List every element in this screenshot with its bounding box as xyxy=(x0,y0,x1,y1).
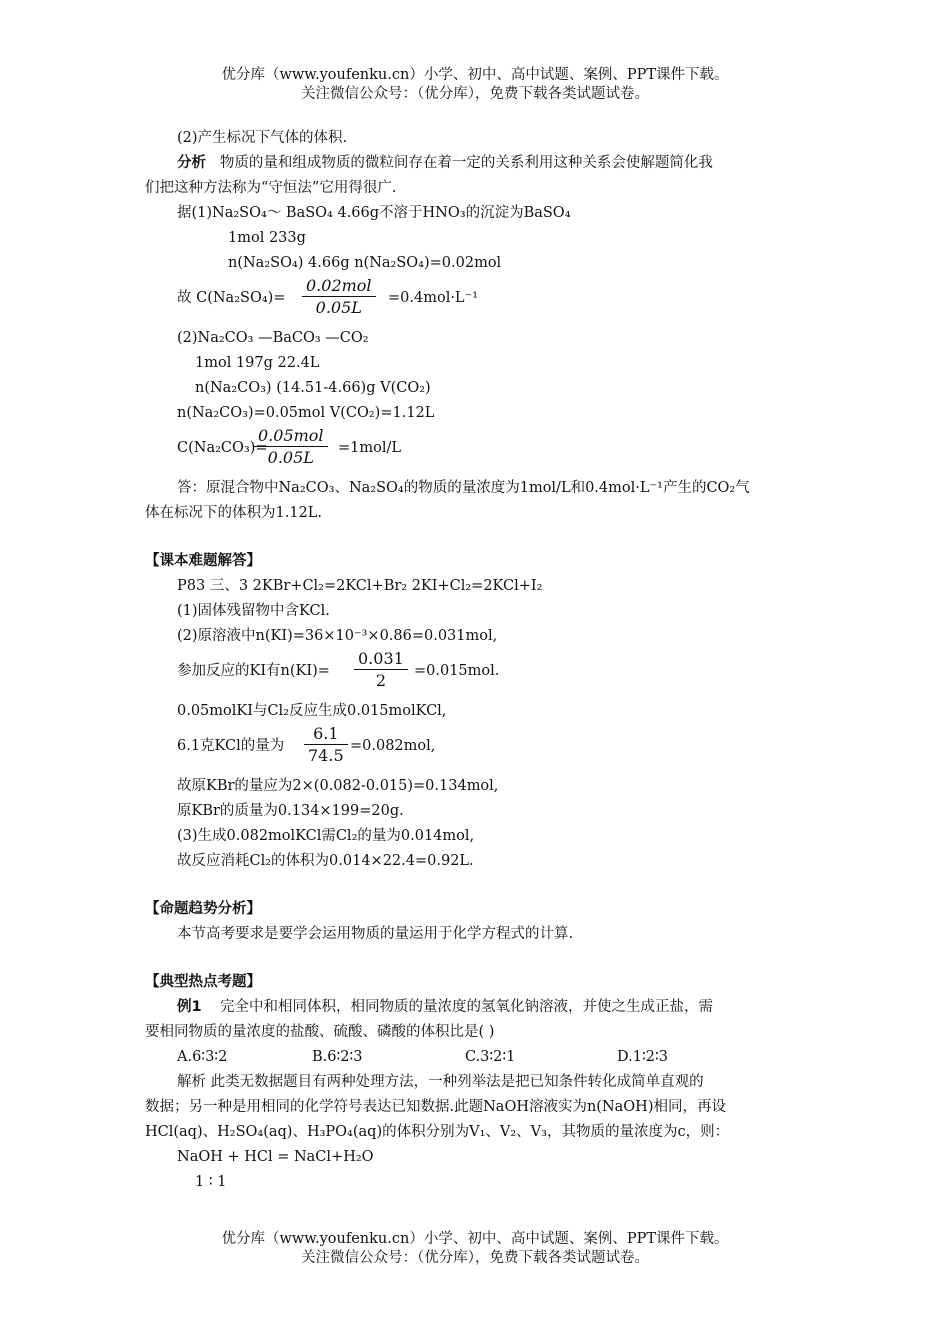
example-label: 例1 xyxy=(177,999,202,1015)
equation-line-2: 1 ∶ 1 xyxy=(195,1174,227,1190)
answer-line-2: 体在标况下的体积为1.12L. xyxy=(145,505,323,521)
example-text-a: 完全中和相同体积，相同物质的量浓度的氢氧化钠溶液，并使之生成正盐，需 xyxy=(220,999,714,1015)
conc-1-prefix: 故 C(Na₂SO₄)= xyxy=(177,290,286,306)
page-header xyxy=(0,66,950,104)
textbook-line-9: (3)生成0.082molKCl需Cl₂的量为0.014mol, xyxy=(177,828,475,844)
analysis-label: 分析 xyxy=(177,155,206,171)
textbook-line-4-prefix: 参加反应的KI有n(KI)= xyxy=(177,663,330,679)
textbook-line-1: P83 三、3 2KBr+Cl₂=2KCl+Br₂ 2KI+Cl₂=2KCl+I₂ xyxy=(177,578,543,594)
textbook-line-2: (1)固体残留物中含KCl. xyxy=(177,603,330,619)
analysis-text-a: 物质的量和组成物质的微粒间存在着一定的关系利用这种关系会使解题简化我 xyxy=(219,155,713,171)
option-c: C.3∶2∶1 xyxy=(465,1049,516,1065)
fraction-ki xyxy=(354,649,408,690)
fraction-numerator: 6.1 xyxy=(304,724,348,745)
footer-line-2: 关注微信公众号：（优分库），免费下载各类试题试卷。 xyxy=(301,1250,649,1266)
section-heading-trend: 【命题趋势分析】 xyxy=(145,901,261,917)
option-d: D.1∶2∶3 xyxy=(617,1049,668,1065)
answer-line-1: 答：原混合物中Na₂CO₃、Na₂SO₄的物质的量浓度为1mol/L和0.4mol·L⁻¹产生的CO₂气 xyxy=(177,480,750,496)
textbook-line-3: (2)原溶液中n(KI)=36×10⁻³×0.86=0.031mol, xyxy=(177,628,498,644)
reaction-line-1: 据(1)Na₂SO₄～ BaSO₄ 4.66g不溶于HNO₃的沉淀为BaSO₄ xyxy=(177,205,571,221)
textbook-line-10: 故反应消耗Cl₂的体积为0.014×22.4=0.92L. xyxy=(177,853,474,869)
reaction-line-3: n(Na₂SO₄) 4.66g n(Na₂SO₄)=0.02mol xyxy=(228,255,502,271)
equation-line-1: NaOH + HCl = NaCl+H₂O xyxy=(177,1149,374,1165)
header-line-2: 关注微信公众号：（优分库），免费下载各类试题试卷。 xyxy=(301,86,649,102)
textbook-line-6-prefix: 6.1克KCl的量为 xyxy=(177,738,285,754)
fraction-denominator: 0.05L xyxy=(315,298,362,317)
fraction-denominator: 74.5 xyxy=(308,746,344,765)
analysis-line-1 xyxy=(177,153,713,173)
textbook-line-8: 原KBr的质量为0.134×199=20g. xyxy=(177,803,404,819)
section-heading-hot-topics: 【典型热点考题】 xyxy=(145,974,261,990)
example-1-line-1 xyxy=(177,997,713,1017)
question-2: (2)产生标况下气体的体积. xyxy=(177,130,348,146)
fraction-denominator: 2 xyxy=(375,671,386,690)
fraction-conc-1 xyxy=(302,276,376,317)
textbook-line-6-result: =0.082mol, xyxy=(350,738,436,754)
page-footer xyxy=(0,1230,950,1268)
fraction-numerator: 0.031 xyxy=(354,649,408,670)
textbook-line-4-result: =0.015mol. xyxy=(414,663,500,679)
fraction-kcl xyxy=(304,724,348,765)
option-b: B.6∶2∶3 xyxy=(312,1049,363,1065)
conc-2-result: =1mol/L xyxy=(338,440,402,456)
solution-line-3: HCl(aq)、H₂SO₄(aq)、H₃PO₄(aq)的体积分别为V₁、V₂、V₃，其物质的量浓度为c，则： xyxy=(145,1124,730,1140)
carbonate-line-3: n(Na₂CO₃) (14.51-4.66)g V(CO₂) xyxy=(195,380,431,396)
option-a: A.6∶3∶2 xyxy=(177,1049,228,1065)
solution-line-2: 数据；另一种是用相同的化学符号表达已知数据.此题NaOH溶液实为n(NaOH)相同，再设 xyxy=(145,1099,726,1115)
trend-text: 本节高考要求是要学会运用物质的量运用于化学方程式的计算. xyxy=(177,926,574,942)
fraction-numerator: 0.05mol xyxy=(254,426,328,447)
carbonate-line-1: (2)Na₂CO₃ —BaCO₃ —CO₂ xyxy=(177,330,369,346)
fraction-numerator: 0.02mol xyxy=(302,276,376,297)
solution-line-1: 解析 此类无数据题目有两种处理方法，一种列举法是把已知条件转化成简单直观的 xyxy=(177,1074,704,1090)
example-1-line-2: 要相同物质的量浓度的盐酸、硫酸、磷酸的体积比是( ) xyxy=(145,1024,495,1040)
conc-1-result: =0.4mol·L⁻¹ xyxy=(388,290,479,306)
carbonate-line-2: 1mol 197g 22.4L xyxy=(195,355,320,371)
reaction-line-2: 1mol 233g xyxy=(228,230,306,246)
fraction-denominator: 0.05L xyxy=(267,448,314,467)
textbook-line-7: 故原KBr的量应为2×(0.082-0.015)=0.134mol, xyxy=(177,778,499,794)
fraction-conc-2 xyxy=(254,426,328,467)
carbonate-line-4: n(Na₂CO₃)=0.05mol V(CO₂)=1.12L xyxy=(177,405,435,421)
analysis-line-2: 们把这种方法称为“守恒法”它用得很广. xyxy=(145,180,397,196)
header-line-1: 优分库（www.youfenku.cn）小学、初中、高中试题、案例、PPT课件下载。 xyxy=(221,67,729,83)
textbook-line-5: 0.05molKI与Cl₂反应生成0.015molKCl, xyxy=(177,703,447,719)
footer-line-1: 优分库（www.youfenku.cn）小学、初中、高中试题、案例、PPT课件下载。 xyxy=(221,1231,729,1247)
conc-2-prefix: C(Na₂CO₃)= xyxy=(177,440,268,456)
section-heading-textbook: 【课本难题解答】 xyxy=(145,553,261,569)
